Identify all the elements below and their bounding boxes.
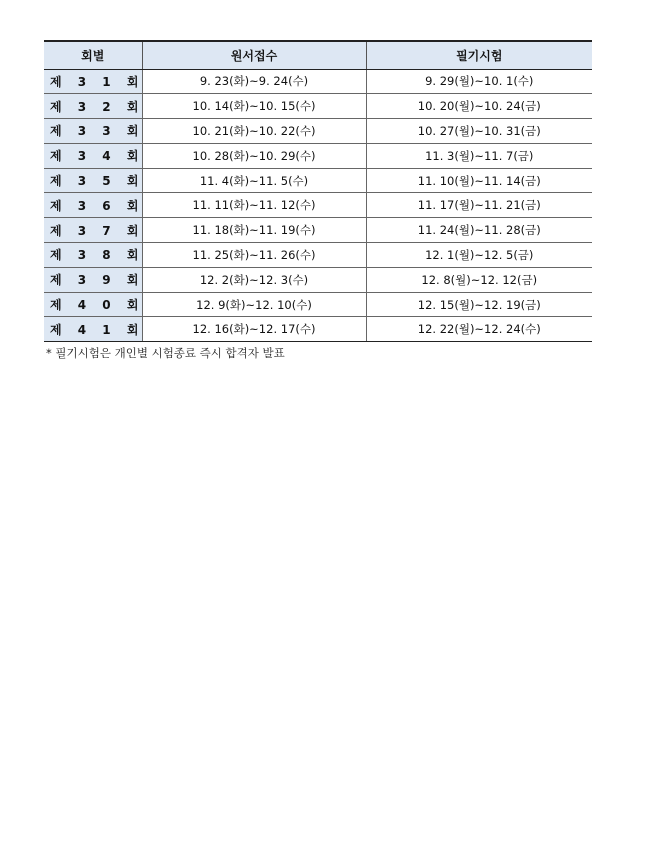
round-cell: 제 4 0 회 [44, 292, 142, 317]
exam-period-cell: 12. 22(월)~12. 24(수) [366, 317, 592, 342]
table-row [44, 317, 592, 342]
exam-period-cell: 11. 3(월)~11. 7(금) [366, 143, 592, 168]
table-row [44, 292, 592, 317]
table-row [44, 94, 592, 119]
table-row [44, 168, 592, 193]
round-cell: 제 3 6 회 [44, 193, 142, 218]
exam-period-cell: 10. 27(월)~10. 31(금) [366, 119, 592, 144]
application-period-cell: 11. 4(화)~11. 5(수) [142, 168, 366, 193]
table-body [44, 69, 592, 342]
application-period-cell: 12. 16(화)~12. 17(수) [142, 317, 366, 342]
round-cell: 제 4 1 회 [44, 317, 142, 342]
table-row [44, 119, 592, 144]
table-row [44, 193, 592, 218]
exam-schedule-document [44, 40, 592, 361]
round-cell: 제 3 8 회 [44, 243, 142, 268]
table-header [44, 41, 592, 69]
application-period-cell: 11. 11(화)~11. 12(수) [142, 193, 366, 218]
round-cell: 제 3 9 회 [44, 267, 142, 292]
round-cell: 제 3 2 회 [44, 94, 142, 119]
application-period-cell: 10. 14(화)~10. 15(수) [142, 94, 366, 119]
application-period-cell: 11. 25(화)~11. 26(수) [142, 243, 366, 268]
round-cell: 제 3 4 회 [44, 143, 142, 168]
table-row [44, 69, 592, 94]
table-row [44, 143, 592, 168]
header-round: 회별 [44, 41, 142, 69]
exam-period-cell: 10. 20(월)~10. 24(금) [366, 94, 592, 119]
application-period-cell: 10. 21(화)~10. 22(수) [142, 119, 366, 144]
table-row [44, 218, 592, 243]
exam-period-cell: 11. 17(월)~11. 21(금) [366, 193, 592, 218]
table-row [44, 267, 592, 292]
round-cell: 제 3 5 회 [44, 168, 142, 193]
header-exam: 필기시험 [366, 41, 592, 69]
exam-schedule-table [44, 40, 592, 342]
round-cell: 제 3 7 회 [44, 218, 142, 243]
round-cell: 제 3 1 회 [44, 69, 142, 94]
exam-period-cell: 12. 1(월)~12. 5(금) [366, 243, 592, 268]
footnote: * 필기시험은 개인별 시험종료 즉시 합격자 발표 [46, 346, 285, 361]
exam-period-cell: 9. 29(월)~10. 1(수) [366, 69, 592, 94]
application-period-cell: 11. 18(화)~11. 19(수) [142, 218, 366, 243]
exam-period-cell: 12. 8(월)~12. 12(금) [366, 267, 592, 292]
application-period-cell: 12. 2(화)~12. 3(수) [142, 267, 366, 292]
round-cell: 제 3 3 회 [44, 119, 142, 144]
application-period-cell: 10. 28(화)~10. 29(수) [142, 143, 366, 168]
application-period-cell: 12. 9(화)~12. 10(수) [142, 292, 366, 317]
application-period-cell: 9. 23(화)~9. 24(수) [142, 69, 366, 94]
exam-period-cell: 11. 24(월)~11. 28(금) [366, 218, 592, 243]
exam-period-cell: 11. 10(월)~11. 14(금) [366, 168, 592, 193]
exam-period-cell: 12. 15(월)~12. 19(금) [366, 292, 592, 317]
header-row [44, 41, 592, 69]
table-row [44, 243, 592, 268]
header-application: 원서접수 [142, 41, 366, 69]
